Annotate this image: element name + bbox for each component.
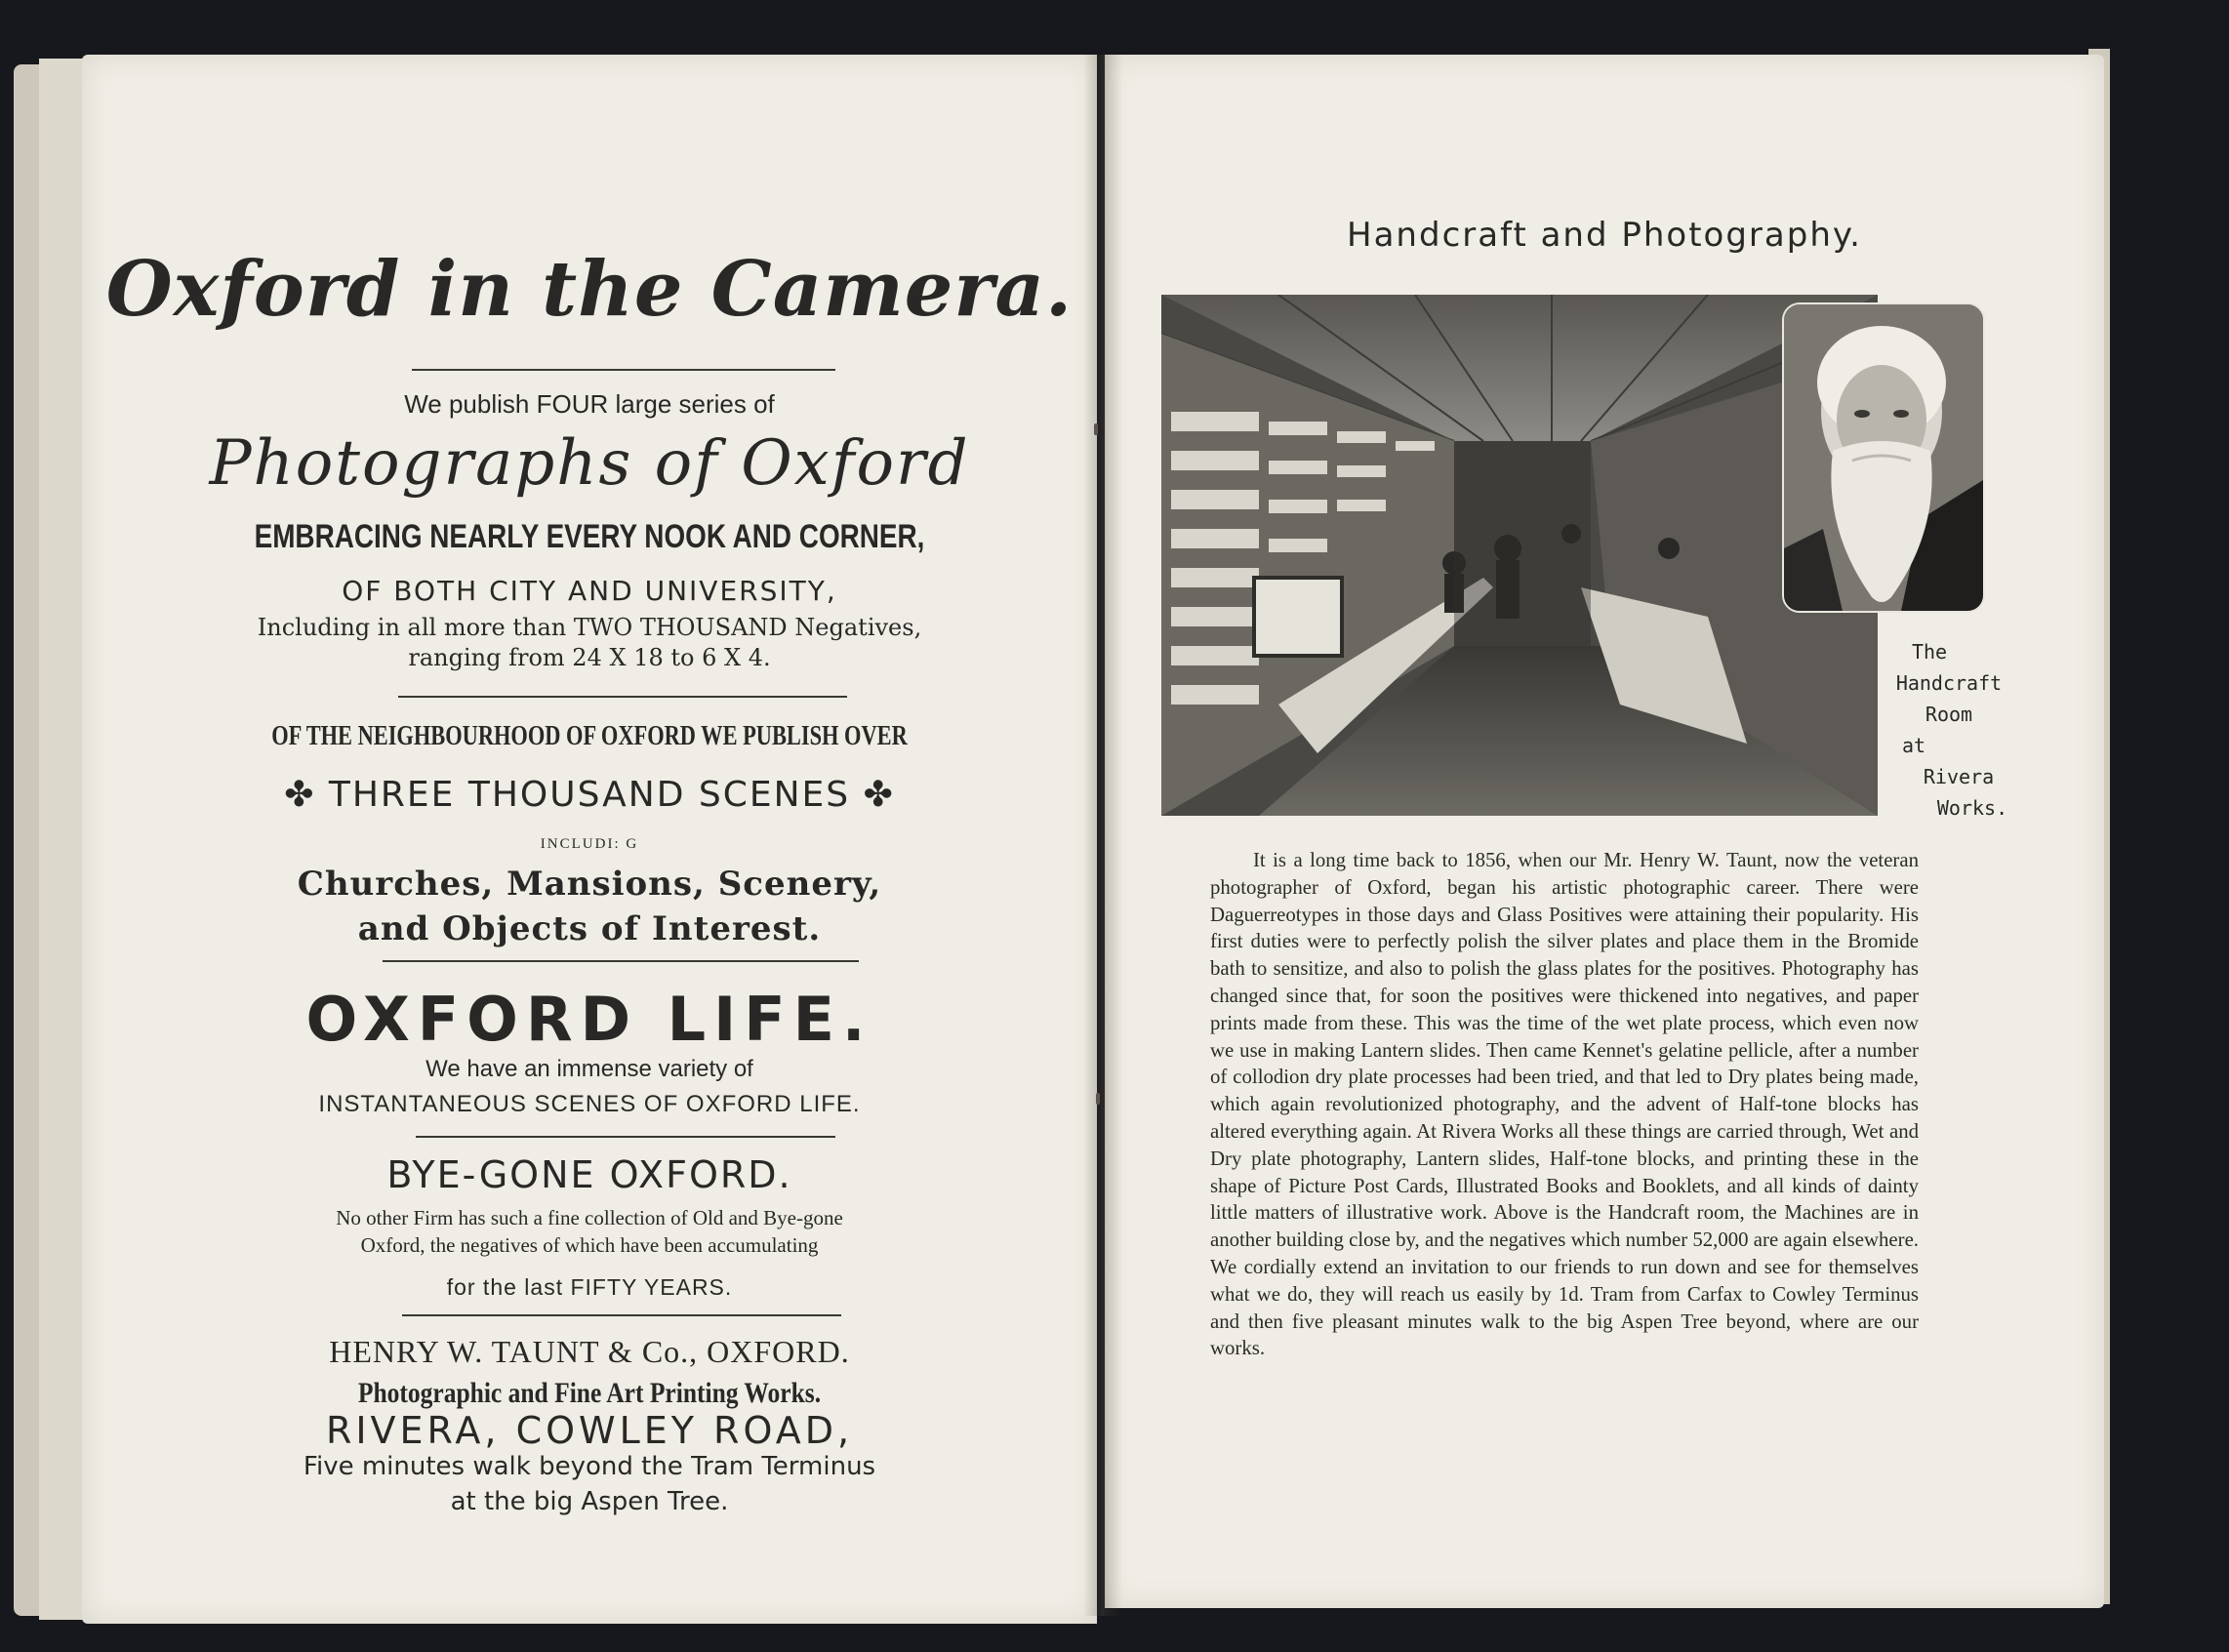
- portrait-photo: [1782, 302, 1985, 613]
- workshop-photo: [1161, 295, 1878, 816]
- photo-caption: [1885, 636, 2008, 824]
- no-other-line-2: Oxford, the negatives of which have been accumulating: [360, 1233, 819, 1257]
- divider: [402, 1314, 841, 1316]
- ornament-right: ✤: [850, 775, 895, 815]
- binding-stitch: [1096, 1093, 1100, 1105]
- churches-line-2: and Objects of Interest.: [357, 909, 822, 948]
- page-header: Handcraft and Photography.: [1347, 216, 1862, 255]
- article-body: [1210, 847, 1919, 1362]
- workshop-illustration: [1161, 295, 1878, 816]
- nook-line: EMBRACING NEARLY EVERY NOOK AND CORNER,: [254, 518, 925, 555]
- divider: [398, 696, 847, 698]
- advert-title: Oxford in the Camera.: [105, 245, 1074, 334]
- divider: [416, 1136, 835, 1138]
- left-page: [82, 55, 1097, 1624]
- walk-line-2: at the big Aspen Tree.: [450, 1487, 729, 1516]
- negatives-line: Including in all more than TWO THOUSAND Negatives,: [257, 614, 922, 641]
- no-other-line-1: No other Firm has such a fine collection of Old and Bye-gone: [336, 1206, 843, 1229]
- publish-line: We publish FOUR large series of: [404, 389, 775, 419]
- three-thousand-scenes: [82, 775, 1097, 815]
- article-paragraph: It is a long time back to 1856, when our Mr. Henry W. Taunt, now the veteran photographer of Oxford, began his artistic photographic career. There were Daguerreotypes in those days and Glass Positives were attaining their popularity. His first duties were to perfectly polish the silver plates and place them in the Bromide bath to sensitize, and also to polish the glass plates for the positives. Photography has changed since that, for soon the positives were thickened into negatives, and paper prints made from these. This was the time of the wet plate process, which even now we use in making Lantern slides. Then came Kennet's gelatine pellicle, after a number of collodion dry plate processes had been tried, and that led to Dry plates being made, which again revolutionized photography, and the advent of Half-tone blocks has altered everything again. At Rivera Works all these things are carried through, Wet and Dry plate photography, Lantern slides, Half-tone blocks, and printing these in the shape of Picture Post Cards, Illustrated Books and Booklets, and all kinds of dainty little matters of illustrative work. Above is the Handcraft room, the Machines are in another building close by, and the negatives which number 52,000 are again elsewhere. We cordially extend an invitation to our friends to run down and see for themselves what we do, they will reach us easily by 1d. Tram from Carfax to Cowley Terminus and then five pleasant minutes walk to the big Aspen Tree beyond, where are our works.: [1210, 849, 1919, 1360]
- including-line: INCLUDI: G: [540, 836, 639, 852]
- immense-line: We have an immense variety of: [426, 1056, 753, 1082]
- portrait-illustration: [1784, 304, 1983, 611]
- city-line: OF BOTH CITY AND UNIVERSITY,: [342, 575, 837, 607]
- fifty-years-line: for the last FIFTY YEARS.: [446, 1274, 733, 1300]
- instantaneous-line: INSTANTANEOUS SCENES OF OXFORD LIFE.: [318, 1091, 861, 1117]
- caption-line: The: [1911, 640, 1948, 664]
- neighbourhood-line: OF THE NEIGHBOURHOOD OF OXFORD WE PUBLISH OVER: [271, 721, 908, 751]
- walk-line-1: Five minutes walk beyond the Tram Terminus: [303, 1452, 876, 1481]
- three-thousand-text: THREE THOUSAND SCENES: [328, 775, 851, 815]
- binding-stitch: [1094, 423, 1098, 435]
- works-line: Photographic and Fine Art Printing Works.: [357, 1377, 822, 1409]
- range-line: ranging from 24 X 18 to 6 X 4.: [408, 644, 771, 671]
- byegone-title: BYE-GONE OXFORD.: [386, 1153, 792, 1196]
- book-gutter: [1083, 55, 1122, 1616]
- caption-line: Room: [1925, 703, 1973, 726]
- photographs-title: Photographs of Oxford: [209, 427, 970, 500]
- ornament-left: ✤: [284, 775, 329, 815]
- address-line: RIVERA, COWLEY ROAD,: [325, 1409, 854, 1452]
- oxford-life-title: OXFORD LIFE.: [305, 984, 873, 1055]
- divider: [412, 369, 835, 371]
- caption-line: Rivera: [1923, 765, 1995, 788]
- churches-line-1: Churches, Mansions, Scenery,: [297, 865, 882, 904]
- caption-line: Works.: [1936, 796, 2008, 820]
- caption-line: Handcraft: [1895, 671, 2003, 695]
- divider: [383, 960, 859, 962]
- caption-line: at: [1901, 734, 1926, 757]
- right-page: [1105, 55, 2104, 1608]
- firm-name: HENRY W. TAUNT & Co., OXFORD.: [329, 1334, 850, 1369]
